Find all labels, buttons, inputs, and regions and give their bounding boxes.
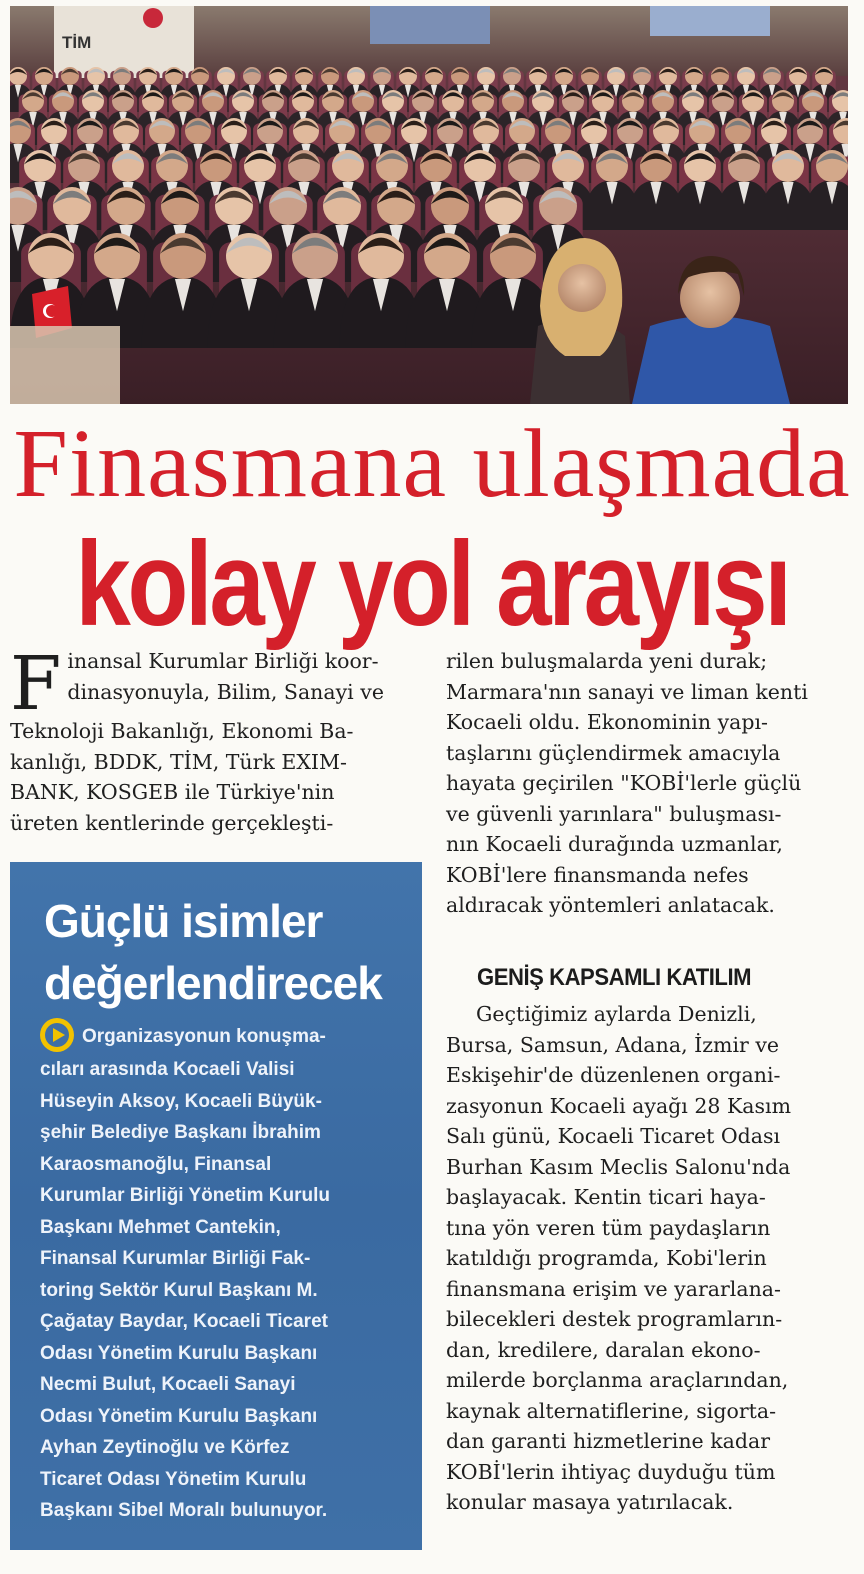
headline-line-2: kolay yol arayışı <box>75 517 789 651</box>
article-line: Marmara'nın sanayi ve liman kenti <box>446 679 808 704</box>
sidebar-line: cıları arasında Kocaeli Valisi <box>40 1059 295 1080</box>
article-line: nın Kocaeli durağında uzmanlar, <box>446 832 783 856</box>
sidebar-line: Organizasyonun konuşma- <box>82 1026 326 1047</box>
article-line: dan, kredilere, daralan ekono- <box>446 1337 761 1362</box>
article-line: Burhan Kasım Meclis Salonu'nda <box>446 1154 791 1179</box>
article-line: KOBİ'lere finansmanda nefes <box>446 862 749 887</box>
sidebar-box <box>10 862 422 1550</box>
article-line: Bursa, Samsun, Adana, İzmir ve <box>446 1032 780 1057</box>
article-line: katıldığı programda, Kobi'lerin <box>446 1246 767 1270</box>
sidebar-line: Necmi Bulut, Kocaeli Sanayi <box>40 1374 296 1395</box>
article-column-2-continued <box>446 999 856 1518</box>
article-line: milerde borçlanma araçlarından, <box>446 1368 789 1392</box>
article-line: Kocaeli oldu. Ekonominin yapı- <box>446 710 768 734</box>
article-line: BANK, KOSGEB ile Türkiye'nin <box>10 780 335 804</box>
article-line: KOBİ'lerin ihtiyaç duyduğu tüm <box>446 1459 776 1484</box>
sidebar-line: toring Sektör Kurul Başkanı M. <box>40 1279 318 1301</box>
sidebar-line: Karaosmanoğlu, Finansal <box>40 1153 272 1175</box>
sidebar-line: şehir Belediye Başkanı İbrahim <box>40 1122 321 1143</box>
article-line: Teknoloji Bakanlığı, Ekonomi Ba- <box>10 719 354 743</box>
article-line: bilecekleri destek programların- <box>446 1307 783 1331</box>
article-line: dan garanti hizmetlerine kadar <box>446 1429 770 1453</box>
article-line: hayata geçirilen "KOBİ'lerle güçlü <box>446 771 802 795</box>
article-line: taşlarını güçlendirmek amacıyla <box>446 740 781 765</box>
article-line: tına yön veren tüm paydaşların <box>446 1215 771 1240</box>
sidebar-line: Çağatay Baydar, Kocaeli Ticaret <box>40 1311 328 1332</box>
section-subheading: GENİŞ KAPSAMLI KATILIM <box>477 964 752 991</box>
conference-photo <box>10 6 848 404</box>
sidebar-line: Odası Yönetim Kurulu Başkanı <box>40 1405 318 1427</box>
article-line: başlayacak. Kentin ticari haya- <box>446 1185 766 1209</box>
article-line: inansal Kurumlar Birliği koor- <box>67 649 379 673</box>
article-line: Eskişehir'de düzenlenen organi- <box>446 1063 781 1087</box>
sidebar-title-line: Güçlü isimler <box>44 895 323 947</box>
article-line: kanlığı, BDDK, TİM, Türk EXIM- <box>10 749 347 774</box>
article-line: Geçtiğimiz aylarda Denizli, <box>476 1002 757 1026</box>
article-column-1 <box>10 641 422 838</box>
sidebar-line: Başkanı Sibel Moralı bulunuyor. <box>40 1500 328 1521</box>
sidebar-title <box>44 890 382 1014</box>
sidebar-line: Finansal Kurumlar Birliği Fak- <box>40 1248 311 1269</box>
article-line: rilen buluşmalarda yeni durak; <box>446 649 768 673</box>
article-column-2 <box>446 646 856 921</box>
article-line: Salı günü, Kocaeli Ticaret Odası <box>446 1124 781 1148</box>
article-line: finansmana erişim ve yararlana- <box>446 1276 781 1301</box>
play-circle-icon <box>38 1016 76 1054</box>
sidebar-line-with-icon <box>40 1016 416 1054</box>
article-line: dinasyonuyla, Bilim, Sanayi ve <box>67 679 384 704</box>
article-line: kaynak alternatiflerine, sigorta- <box>446 1398 777 1423</box>
article-line: üreten kentlerinde gerçekleşti- <box>10 810 334 835</box>
sidebar-line: Ayhan Zeytinoğlu ve Körfez <box>40 1437 290 1458</box>
sidebar-line: Ticaret Odası Yönetim Kurulu <box>40 1468 307 1490</box>
drop-cap: F <box>10 641 62 727</box>
article-line: konular masaya yatırılacak. <box>446 1490 734 1514</box>
article-line: ve güvenli yarınlara" buluşması- <box>446 801 782 826</box>
article-line: aldıracak yöntemleri anlatacak. <box>446 893 775 917</box>
sidebar-line: Hüseyin Aksoy, Kocaeli Büyük- <box>40 1090 322 1112</box>
sidebar-line: Başkanı Mehmet Cantekin, <box>40 1216 281 1238</box>
article-line: zasyonun Kocaeli ayağı 28 Kasım <box>446 1093 792 1118</box>
sidebar-title-line: değerlendirecek <box>44 957 382 1009</box>
sidebar-text <box>40 1016 416 1527</box>
headline-line-1: Finasmana ulaşmada <box>13 410 851 518</box>
banner-text: TİM <box>62 33 92 52</box>
sidebar-line: Odası Yönetim Kurulu Başkanı <box>40 1342 318 1364</box>
sidebar-line: Kurumlar Birliği Yönetim Kurulu <box>40 1185 330 1206</box>
